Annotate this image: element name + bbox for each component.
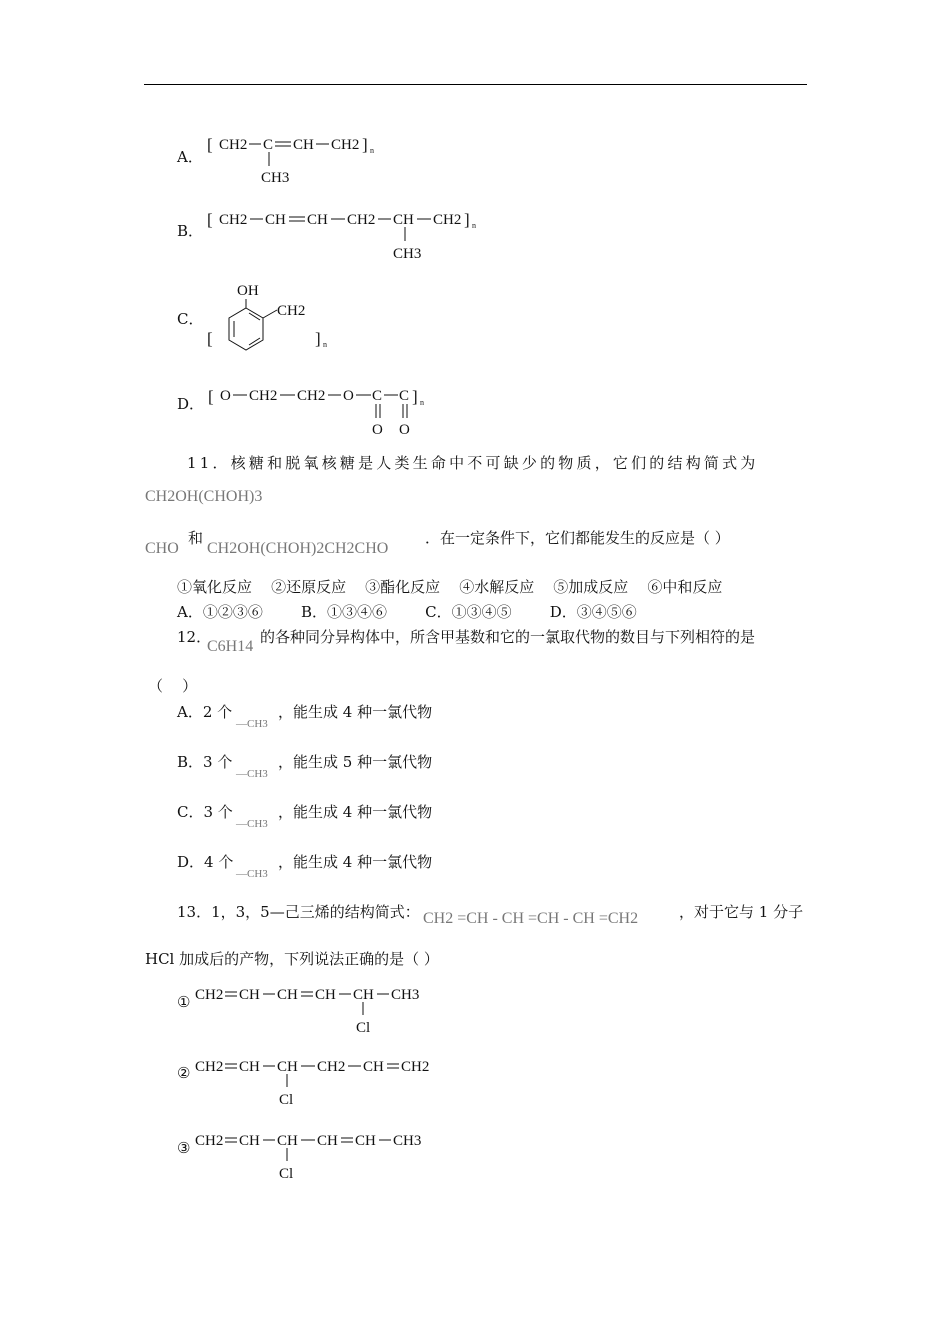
atom-ch3: CH3: [261, 170, 290, 186]
q13-product-3-structure: [193, 1124, 443, 1188]
atom-oh: OH: [237, 283, 259, 299]
atom-ch2: CH2: [219, 137, 248, 153]
atom-ch2: CH2: [195, 1133, 224, 1149]
atom-ch2: CH2: [331, 137, 360, 153]
atom-ch: CH: [239, 1059, 260, 1075]
q10-option-d-structure: [205, 378, 445, 442]
q12-option-a-pre: A．2 个: [177, 703, 233, 721]
atom-cl: Cl: [356, 1020, 371, 1036]
atom-ch2: CH2: [249, 388, 278, 404]
atom-ch2: CH2: [317, 1059, 346, 1075]
atom-ch2: CH2: [277, 303, 306, 319]
atom-c: C: [263, 137, 274, 153]
subscript-n: n: [472, 221, 476, 230]
q13-formula: CH2 =CH - CH =CH - CH =CH2: [423, 910, 639, 927]
q10-option-b-label: B．: [177, 222, 204, 240]
atom-ch3: CH3: [391, 987, 420, 1003]
q12-option-c-post: ，能生成 4 种一氯代物: [278, 803, 433, 821]
q11-formula-2: CH2OH(CHOH)2CH2CHO: [207, 540, 389, 557]
subscript-n: n: [323, 340, 327, 349]
q10-option-b-structure: [205, 203, 495, 265]
q12-option-d-pre: D．4 个: [177, 853, 234, 871]
atom-o: O: [343, 388, 354, 404]
q12-option-a-post: ，能生成 4 种一氯代物: [278, 703, 433, 721]
atom-ch: CH: [393, 212, 414, 228]
q13-line-2: HCl 加成后的产物，下列说法正确的是（ ）: [145, 950, 439, 968]
q13-product-3-label: ③: [177, 1139, 191, 1157]
bracket-close: ]: [412, 387, 418, 406]
q13-stem-tail: ，对于它与 1 分子: [679, 903, 804, 921]
bracket-close: ]: [362, 135, 368, 154]
q12-option-d-post: ，能生成 4 种一氯代物: [278, 853, 433, 871]
atom-o: O: [399, 422, 410, 438]
atom-ch: CH: [265, 212, 286, 228]
q11-stem: 11．核糖和脱氧核糖是人类生命中不可缺少的物质，它们的结构简式为: [187, 454, 759, 472]
q10-option-d-label: D．: [177, 395, 205, 413]
q13-product-1-structure: [193, 978, 443, 1042]
bracket-open: [: [208, 387, 214, 406]
atom-ch2: CH2: [433, 212, 462, 228]
q12-number: 12．: [177, 628, 212, 646]
q13-product-2-label: ②: [177, 1064, 191, 1082]
q12-paren: （ ）: [148, 677, 198, 695]
atom-c: C: [399, 388, 410, 404]
q11-stem-2: ．在一定条件下，它们都能发生的反应是（ ）: [425, 529, 730, 547]
bracket-close: ]: [464, 210, 470, 229]
atom-ch: CH: [353, 987, 374, 1003]
atom-ch2: CH2: [195, 1059, 224, 1075]
q12-option-b-post: ，能生成 5 种一氯代物: [278, 753, 433, 771]
subscript-n: n: [370, 146, 374, 155]
q12-formula: C6H14: [207, 638, 254, 655]
atom-cl: Cl: [279, 1092, 294, 1108]
atom-ch2: CH2: [401, 1059, 430, 1075]
q11-options: ①氧化反应 ②还原反应 ③酯化反应 ④水解反应 ⑤加成反应 ⑥中和反应: [177, 578, 723, 596]
atom-ch: CH: [355, 1133, 376, 1149]
q10-option-a-label: A．: [177, 148, 203, 166]
bracket-open: [: [207, 329, 213, 348]
atom-ch2: CH2: [219, 212, 248, 228]
q12-option-a-ch3: —CH3: [236, 718, 268, 730]
atom-ch: CH: [239, 987, 260, 1003]
atom-ch3: CH3: [393, 1133, 422, 1149]
atom-ch: CH: [363, 1059, 384, 1075]
atom-ch2: CH2: [347, 212, 376, 228]
q11-and: 和: [188, 529, 204, 547]
atom-ch: CH: [239, 1133, 260, 1149]
q10-option-a-structure: [205, 128, 375, 190]
q10-option-c-structure: [205, 278, 345, 368]
q13-product-1-label: ①: [177, 993, 191, 1011]
atom-c: C: [372, 388, 383, 404]
atom-ch: CH: [307, 212, 328, 228]
q11-choices: A．①②③⑥ B．①③④⑥ C．①③④⑤ D．③④⑤⑥: [177, 603, 637, 621]
q11-formula-cho: CHO: [145, 540, 179, 557]
q12-stem: 的各种同分异构体中，所含甲基数和它的一氯取代物的数目与下列相符的是: [260, 628, 756, 646]
q13-product-2-structure: [193, 1050, 453, 1114]
q12-option-c-pre: C．3 个: [177, 803, 233, 821]
atom-ch2: CH2: [297, 388, 326, 404]
q12-option-c-ch3: —CH3: [236, 818, 268, 830]
atom-cl: Cl: [279, 1166, 294, 1182]
q10-option-c-label: C．: [177, 310, 204, 328]
atom-ch2: CH2: [195, 987, 224, 1003]
q12-option-b-pre: B．3 个: [177, 753, 233, 771]
subscript-n: n: [420, 398, 424, 407]
q12-option-d-ch3: —CH3: [236, 868, 268, 880]
atom-ch: CH: [317, 1133, 338, 1149]
q11-formula-1: CH2OH(CHOH)3: [145, 488, 263, 505]
bracket-open: [: [207, 210, 213, 229]
atom-ch: CH: [315, 987, 336, 1003]
atom-ch3: CH3: [393, 246, 422, 262]
atom-ch: CH: [293, 137, 314, 153]
header-rule: [144, 84, 807, 85]
atom-ch: CH: [277, 987, 298, 1003]
q13-stem: 13．1，3，5—己三烯的结构简式：: [177, 903, 420, 921]
q12-option-b-ch3: —CH3: [236, 768, 268, 780]
atom-ch: CH: [277, 1133, 298, 1149]
atom-ch: CH: [277, 1059, 298, 1075]
atom-o: O: [372, 422, 383, 438]
bracket-close: ]: [315, 329, 321, 348]
bracket-open: [: [207, 135, 213, 154]
atom-o: O: [220, 388, 231, 404]
